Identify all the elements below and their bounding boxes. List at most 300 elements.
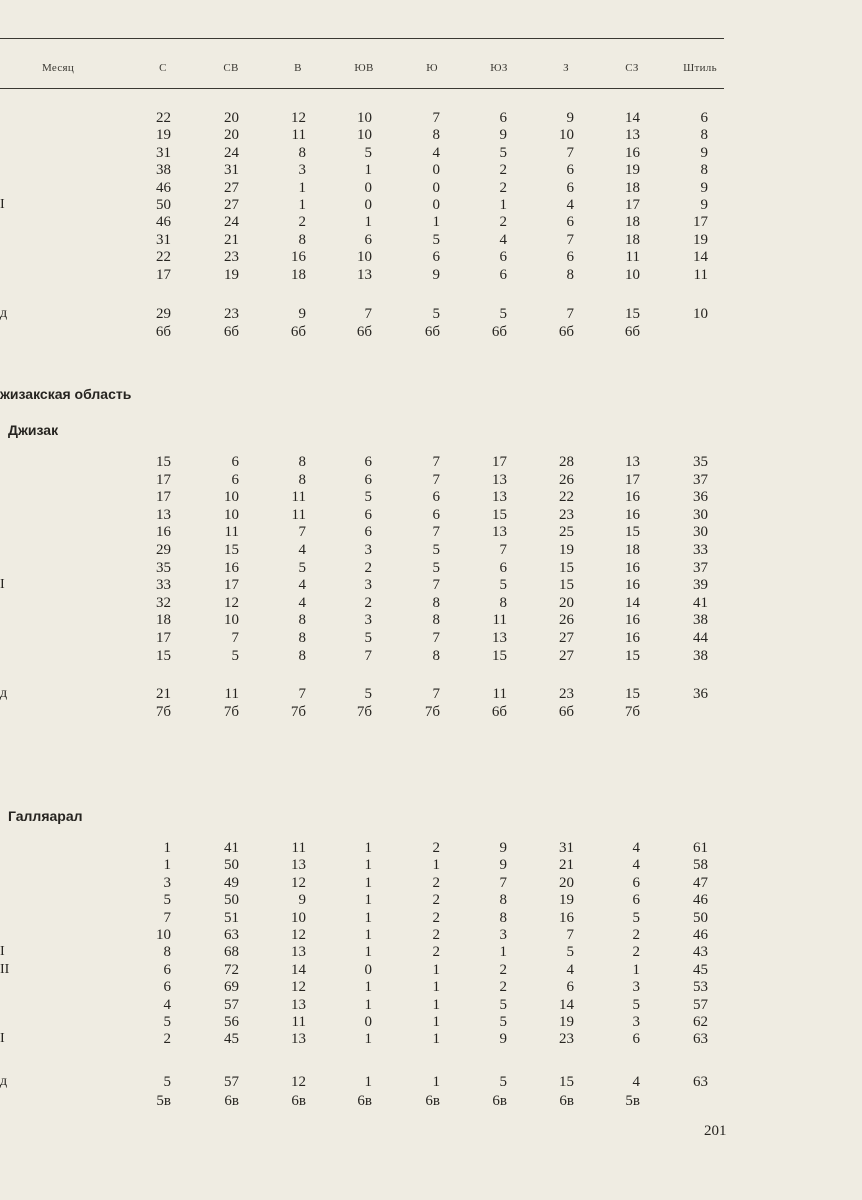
grade-cell: 6б bbox=[558, 324, 574, 340]
table-cell: 6 bbox=[432, 507, 440, 523]
table-cell: 9 bbox=[499, 127, 507, 143]
table-cell: 2 bbox=[364, 595, 372, 611]
table-cell: 8 bbox=[432, 648, 440, 664]
table-cell: 2 bbox=[499, 162, 507, 178]
table-cell: 13 bbox=[291, 997, 306, 1013]
table-cell: 11 bbox=[625, 249, 640, 265]
table-cell: 7 bbox=[432, 577, 440, 593]
row-label: I bbox=[0, 197, 5, 212]
table-cell: 13 bbox=[492, 472, 507, 488]
grade-cell: 6б bbox=[491, 324, 507, 340]
table-cell: 6 bbox=[632, 892, 640, 908]
table-cell: 5 bbox=[298, 560, 306, 576]
table-cell: 16 bbox=[224, 560, 239, 576]
grade-cell: 6б bbox=[223, 324, 239, 340]
table-cell: 13 bbox=[492, 630, 507, 646]
table-cell: 41 bbox=[224, 840, 239, 856]
table-cell: 3 bbox=[632, 979, 640, 995]
table-cell: 6 bbox=[163, 979, 171, 995]
table-cell: 1 bbox=[364, 162, 372, 178]
table-cell: 7 bbox=[231, 630, 239, 646]
table-cell: 9 bbox=[566, 110, 574, 126]
header-direction: СЗ bbox=[625, 62, 639, 74]
grade-cell: 7б bbox=[155, 704, 171, 720]
table-cell: 3 bbox=[298, 162, 306, 178]
table-cell: 7 bbox=[432, 472, 440, 488]
table-cell: 53 bbox=[693, 979, 708, 995]
table-cell: 1 bbox=[364, 979, 372, 995]
table-cell: 16 bbox=[559, 910, 574, 926]
table-cell: 46 bbox=[156, 214, 171, 230]
table-cell: 50 bbox=[693, 910, 708, 926]
table-cell: 10 bbox=[357, 249, 372, 265]
grade-cell: 6б bbox=[356, 324, 372, 340]
table-cell: 20 bbox=[224, 127, 239, 143]
table-cell: 2 bbox=[298, 214, 306, 230]
table-cell: 3 bbox=[632, 1014, 640, 1030]
table-cell: 13 bbox=[492, 489, 507, 505]
table-cell: 31 bbox=[156, 232, 171, 248]
table-cell: 27 bbox=[224, 180, 239, 196]
table-cell: 6 bbox=[231, 472, 239, 488]
table-cell: 5 bbox=[432, 560, 440, 576]
table-cell: 23 bbox=[559, 507, 574, 523]
table-cell: 5 bbox=[364, 145, 372, 161]
table-cell: 1 bbox=[432, 1014, 440, 1030]
year-cell: 7 bbox=[566, 306, 574, 322]
table-cell: 9 bbox=[700, 180, 708, 196]
table-cell: 6 bbox=[499, 267, 507, 283]
grade-cell: 6в bbox=[224, 1093, 239, 1109]
table-cell: 9 bbox=[499, 840, 507, 856]
table-cell: 16 bbox=[625, 612, 640, 628]
header-bottom-rule bbox=[0, 88, 724, 89]
table-cell: 30 bbox=[693, 524, 708, 540]
table-cell: 7 bbox=[499, 875, 507, 891]
grade-cell: 6в bbox=[559, 1093, 574, 1109]
year-cell: 15 bbox=[625, 686, 640, 702]
year-cell: 23 bbox=[224, 306, 239, 322]
table-cell: 10 bbox=[625, 267, 640, 283]
table-cell: 5 bbox=[231, 648, 239, 664]
table-cell: 1 bbox=[364, 857, 372, 873]
table-cell: 10 bbox=[357, 110, 372, 126]
table-cell: 15 bbox=[559, 560, 574, 576]
table-cell: 19 bbox=[224, 267, 239, 283]
table-cell: 45 bbox=[693, 962, 708, 978]
table-cell: 7 bbox=[163, 910, 171, 926]
year-cell: 15 bbox=[625, 306, 640, 322]
table-cell: 17 bbox=[156, 472, 171, 488]
table-cell: 14 bbox=[291, 962, 306, 978]
table-cell: 2 bbox=[499, 962, 507, 978]
table-cell: 15 bbox=[492, 507, 507, 523]
table-cell: 7 bbox=[566, 232, 574, 248]
row-label: I bbox=[0, 944, 5, 959]
grade-cell: 6б bbox=[624, 324, 640, 340]
table-cell: 15 bbox=[625, 524, 640, 540]
year-cell: 5 bbox=[364, 686, 372, 702]
header-direction: С bbox=[159, 62, 167, 74]
table-cell: 17 bbox=[492, 454, 507, 470]
table-cell: 8 bbox=[432, 595, 440, 611]
table-cell: 4 bbox=[632, 840, 640, 856]
table-cell: 1 bbox=[432, 997, 440, 1013]
year-cell: 7 bbox=[364, 306, 372, 322]
grade-cell: 7б bbox=[356, 704, 372, 720]
header-direction: З bbox=[563, 62, 569, 74]
table-cell: 6 bbox=[432, 489, 440, 505]
table-cell: 22 bbox=[559, 489, 574, 505]
table-cell: 8 bbox=[298, 612, 306, 628]
table-cell: 1 bbox=[364, 910, 372, 926]
table-cell: 6 bbox=[231, 454, 239, 470]
table-cell: 7 bbox=[432, 524, 440, 540]
table-cell: 11 bbox=[291, 127, 306, 143]
table-cell: 22 bbox=[156, 110, 171, 126]
table-cell: 6 bbox=[499, 560, 507, 576]
table-cell: 3 bbox=[163, 875, 171, 891]
year-cell: 57 bbox=[224, 1074, 239, 1090]
table-cell: 39 bbox=[693, 577, 708, 593]
table-cell: 8 bbox=[700, 162, 708, 178]
table-cell: 8 bbox=[298, 454, 306, 470]
table-cell: 41 bbox=[693, 595, 708, 611]
table-cell: 31 bbox=[224, 162, 239, 178]
table-cell: 0 bbox=[364, 962, 372, 978]
grade-cell: 6в bbox=[291, 1093, 306, 1109]
table-cell: 6 bbox=[499, 249, 507, 265]
table-cell: 51 bbox=[224, 910, 239, 926]
table-cell: 1 bbox=[499, 944, 507, 960]
table-cell: 57 bbox=[224, 997, 239, 1013]
table-cell: 1 bbox=[364, 997, 372, 1013]
table-cell: 15 bbox=[492, 648, 507, 664]
year-cell: 21 bbox=[156, 686, 171, 702]
year-cell: 7 bbox=[432, 686, 440, 702]
table-cell: 3 bbox=[499, 927, 507, 943]
table-cell: 11 bbox=[291, 840, 306, 856]
table-cell: 50 bbox=[224, 857, 239, 873]
header-month: Месяц bbox=[41, 62, 75, 74]
table-cell: 2 bbox=[432, 875, 440, 891]
table-cell: 5 bbox=[499, 1014, 507, 1030]
table-cell: 38 bbox=[693, 648, 708, 664]
table-cell: 2 bbox=[499, 180, 507, 196]
table-cell: 18 bbox=[156, 612, 171, 628]
table-cell: 8 bbox=[499, 892, 507, 908]
table-cell: 17 bbox=[156, 267, 171, 283]
table-cell: 23 bbox=[559, 1031, 574, 1047]
table-cell: 1 bbox=[432, 857, 440, 873]
table-cell: 2 bbox=[432, 927, 440, 943]
year-cell: 1 bbox=[364, 1074, 372, 1090]
header-direction: СВ bbox=[223, 62, 239, 74]
table-cell: 14 bbox=[625, 110, 640, 126]
table-cell: 7 bbox=[432, 630, 440, 646]
table-cell: 4 bbox=[566, 197, 574, 213]
table-cell: 63 bbox=[224, 927, 239, 943]
table-cell: 5 bbox=[499, 997, 507, 1013]
table-cell: 4 bbox=[298, 542, 306, 558]
table-cell: 2 bbox=[632, 944, 640, 960]
row-label: I bbox=[0, 577, 5, 592]
table-cell: 6 bbox=[364, 507, 372, 523]
table-cell: 8 bbox=[499, 910, 507, 926]
table-cell: 15 bbox=[156, 648, 171, 664]
table-cell: 6 bbox=[566, 979, 574, 995]
table-cell: 14 bbox=[625, 595, 640, 611]
table-cell: 8 bbox=[298, 648, 306, 664]
year-cell: 29 bbox=[156, 306, 171, 322]
table-cell: 1 bbox=[364, 840, 372, 856]
table-cell: 7 bbox=[566, 145, 574, 161]
table-cell: 15 bbox=[156, 454, 171, 470]
table-cell: 2 bbox=[432, 840, 440, 856]
table-cell: 13 bbox=[492, 524, 507, 540]
table-cell: 1 bbox=[432, 1031, 440, 1047]
year-cell: 5 bbox=[499, 306, 507, 322]
table-cell: 7 bbox=[364, 648, 372, 664]
table-cell: 46 bbox=[693, 892, 708, 908]
table-cell: 17 bbox=[693, 214, 708, 230]
table-cell: 16 bbox=[625, 145, 640, 161]
table-cell: 15 bbox=[625, 648, 640, 664]
table-cell: 18 bbox=[625, 542, 640, 558]
table-cell: 8 bbox=[700, 127, 708, 143]
table-cell: 6 bbox=[632, 875, 640, 891]
year-cell: 63 bbox=[693, 1074, 708, 1090]
table-cell: 27 bbox=[559, 630, 574, 646]
table-cell: 3 bbox=[364, 577, 372, 593]
table-cell: 1 bbox=[432, 962, 440, 978]
table-cell: 8 bbox=[499, 595, 507, 611]
table-cell: 17 bbox=[156, 630, 171, 646]
table-cell: 6 bbox=[566, 162, 574, 178]
table-cell: 69 bbox=[224, 979, 239, 995]
table-cell: 45 bbox=[224, 1031, 239, 1047]
table-cell: 33 bbox=[156, 577, 171, 593]
table-cell: 16 bbox=[625, 560, 640, 576]
year-cell: 7 bbox=[298, 686, 306, 702]
row-label: д bbox=[0, 686, 8, 701]
table-cell: 20 bbox=[559, 875, 574, 891]
table-cell: 12 bbox=[291, 979, 306, 995]
header-direction: Ю bbox=[426, 62, 438, 74]
table-cell: 10 bbox=[357, 127, 372, 143]
table-cell: 11 bbox=[492, 612, 507, 628]
table-cell: 1 bbox=[499, 197, 507, 213]
table-cell: 62 bbox=[693, 1014, 708, 1030]
table-cell: 50 bbox=[156, 197, 171, 213]
table-cell: 6 bbox=[364, 454, 372, 470]
table-cell: 21 bbox=[559, 857, 574, 873]
table-cell: 13 bbox=[357, 267, 372, 283]
table-cell: 7 bbox=[566, 927, 574, 943]
table-cell: 57 bbox=[693, 997, 708, 1013]
table-cell: 1 bbox=[364, 892, 372, 908]
region-title: жизакская область bbox=[0, 386, 132, 402]
table-cell: 4 bbox=[632, 857, 640, 873]
table-cell: 6 bbox=[499, 110, 507, 126]
table-top-rule bbox=[0, 38, 724, 39]
table-cell: 5 bbox=[364, 489, 372, 505]
table-cell: 2 bbox=[432, 944, 440, 960]
table-cell: 17 bbox=[625, 472, 640, 488]
table-cell: 8 bbox=[298, 472, 306, 488]
table-cell: 8 bbox=[432, 127, 440, 143]
table-cell: 33 bbox=[693, 542, 708, 558]
table-cell: 4 bbox=[298, 595, 306, 611]
table-cell: 8 bbox=[298, 145, 306, 161]
table-cell: 8 bbox=[566, 267, 574, 283]
table-cell: 0 bbox=[364, 180, 372, 196]
table-cell: 0 bbox=[364, 1014, 372, 1030]
table-cell: 11 bbox=[224, 524, 239, 540]
table-cell: 6 bbox=[364, 524, 372, 540]
table-cell: 19 bbox=[156, 127, 171, 143]
table-cell: 2 bbox=[499, 214, 507, 230]
grade-cell: 6б bbox=[290, 324, 306, 340]
table-cell: 37 bbox=[693, 560, 708, 576]
table-cell: 2 bbox=[364, 560, 372, 576]
page-number: 201 bbox=[704, 1123, 727, 1139]
table-cell: 3 bbox=[364, 542, 372, 558]
table-cell: 27 bbox=[224, 197, 239, 213]
grade-cell: 6в bbox=[492, 1093, 507, 1109]
table-cell: 35 bbox=[693, 454, 708, 470]
header-direction: ЮВ bbox=[354, 62, 374, 74]
table-cell: 43 bbox=[693, 944, 708, 960]
table-cell: 5 bbox=[163, 892, 171, 908]
year-cell: 11 bbox=[224, 686, 239, 702]
grade-cell: 6в bbox=[357, 1093, 372, 1109]
table-cell: 7 bbox=[499, 542, 507, 558]
table-cell: 26 bbox=[559, 612, 574, 628]
table-cell: 4 bbox=[432, 145, 440, 161]
table-cell: 21 bbox=[224, 232, 239, 248]
table-cell: 6 bbox=[163, 962, 171, 978]
table-cell: 29 bbox=[156, 542, 171, 558]
table-cell: 0 bbox=[432, 197, 440, 213]
table-cell: 14 bbox=[559, 997, 574, 1013]
table-cell: 5 bbox=[499, 145, 507, 161]
year-cell: 36 bbox=[693, 686, 708, 702]
table-cell: 9 bbox=[432, 267, 440, 283]
table-cell: 18 bbox=[625, 214, 640, 230]
grade-cell: 5в bbox=[156, 1093, 171, 1109]
table-cell: 5 bbox=[432, 542, 440, 558]
table-cell: 5 bbox=[163, 1014, 171, 1030]
table-cell: 16 bbox=[156, 524, 171, 540]
table-cell: 22 bbox=[156, 249, 171, 265]
table-cell: 8 bbox=[298, 232, 306, 248]
table-cell: 3 bbox=[364, 612, 372, 628]
table-cell: 16 bbox=[625, 489, 640, 505]
header-direction: В bbox=[294, 62, 302, 74]
table-cell: 6 bbox=[432, 249, 440, 265]
table-cell: 19 bbox=[693, 232, 708, 248]
table-cell: 2 bbox=[163, 1031, 171, 1047]
table-cell: 30 bbox=[693, 507, 708, 523]
table-cell: 2 bbox=[632, 927, 640, 943]
table-cell: 1 bbox=[364, 944, 372, 960]
table-cell: 7 bbox=[432, 110, 440, 126]
table-cell: 72 bbox=[224, 962, 239, 978]
table-cell: 32 bbox=[156, 595, 171, 611]
grade-cell: 7б bbox=[290, 704, 306, 720]
table-cell: 0 bbox=[432, 162, 440, 178]
table-cell: 23 bbox=[224, 249, 239, 265]
table-cell: 58 bbox=[693, 857, 708, 873]
table-cell: 16 bbox=[625, 577, 640, 593]
table-cell: 19 bbox=[625, 162, 640, 178]
table-cell: 4 bbox=[298, 577, 306, 593]
table-cell: 12 bbox=[291, 927, 306, 943]
year-cell: 15 bbox=[559, 1074, 574, 1090]
table-cell: 24 bbox=[224, 214, 239, 230]
table-cell: 6 bbox=[632, 1031, 640, 1047]
table-cell: 1 bbox=[364, 1031, 372, 1047]
table-cell: 17 bbox=[156, 489, 171, 505]
table-cell: 18 bbox=[625, 232, 640, 248]
table-cell: 15 bbox=[559, 577, 574, 593]
table-cell: 46 bbox=[156, 180, 171, 196]
table-cell: 37 bbox=[693, 472, 708, 488]
grade-cell: 7б bbox=[624, 704, 640, 720]
table-cell: 18 bbox=[291, 267, 306, 283]
table-cell: 1 bbox=[364, 214, 372, 230]
table-cell: 38 bbox=[156, 162, 171, 178]
table-cell: 35 bbox=[156, 560, 171, 576]
table-cell: 16 bbox=[625, 630, 640, 646]
table-cell: 10 bbox=[559, 127, 574, 143]
table-cell: 11 bbox=[693, 267, 708, 283]
table-cell: 13 bbox=[291, 944, 306, 960]
table-cell: 13 bbox=[625, 127, 640, 143]
table-cell: 6 bbox=[566, 249, 574, 265]
table-cell: 13 bbox=[291, 857, 306, 873]
table-cell: 31 bbox=[156, 145, 171, 161]
table-cell: 36 bbox=[693, 489, 708, 505]
table-cell: 31 bbox=[559, 840, 574, 856]
table-cell: 20 bbox=[559, 595, 574, 611]
table-cell: 17 bbox=[224, 577, 239, 593]
table-cell: 11 bbox=[291, 1014, 306, 1030]
table-cell: 10 bbox=[291, 910, 306, 926]
table-cell: 9 bbox=[298, 892, 306, 908]
table-cell: 0 bbox=[432, 180, 440, 196]
table-cell: 20 bbox=[224, 110, 239, 126]
table-cell: 4 bbox=[566, 962, 574, 978]
table-cell: 47 bbox=[693, 875, 708, 891]
table-cell: 15 bbox=[224, 542, 239, 558]
row-label: II bbox=[0, 962, 10, 977]
year-cell: 4 bbox=[632, 1074, 640, 1090]
table-cell: 19 bbox=[559, 892, 574, 908]
table-cell: 11 bbox=[291, 489, 306, 505]
table-cell: 5 bbox=[432, 232, 440, 248]
table-cell: 6 bbox=[364, 472, 372, 488]
table-cell: 12 bbox=[291, 110, 306, 126]
row-label: I bbox=[0, 1031, 5, 1046]
table-cell: 5 bbox=[632, 997, 640, 1013]
table-cell: 19 bbox=[559, 1014, 574, 1030]
year-cell: 11 bbox=[492, 686, 507, 702]
header-direction: ЮЗ bbox=[490, 62, 508, 74]
table-cell: 9 bbox=[499, 1031, 507, 1047]
table-cell: 2 bbox=[432, 910, 440, 926]
